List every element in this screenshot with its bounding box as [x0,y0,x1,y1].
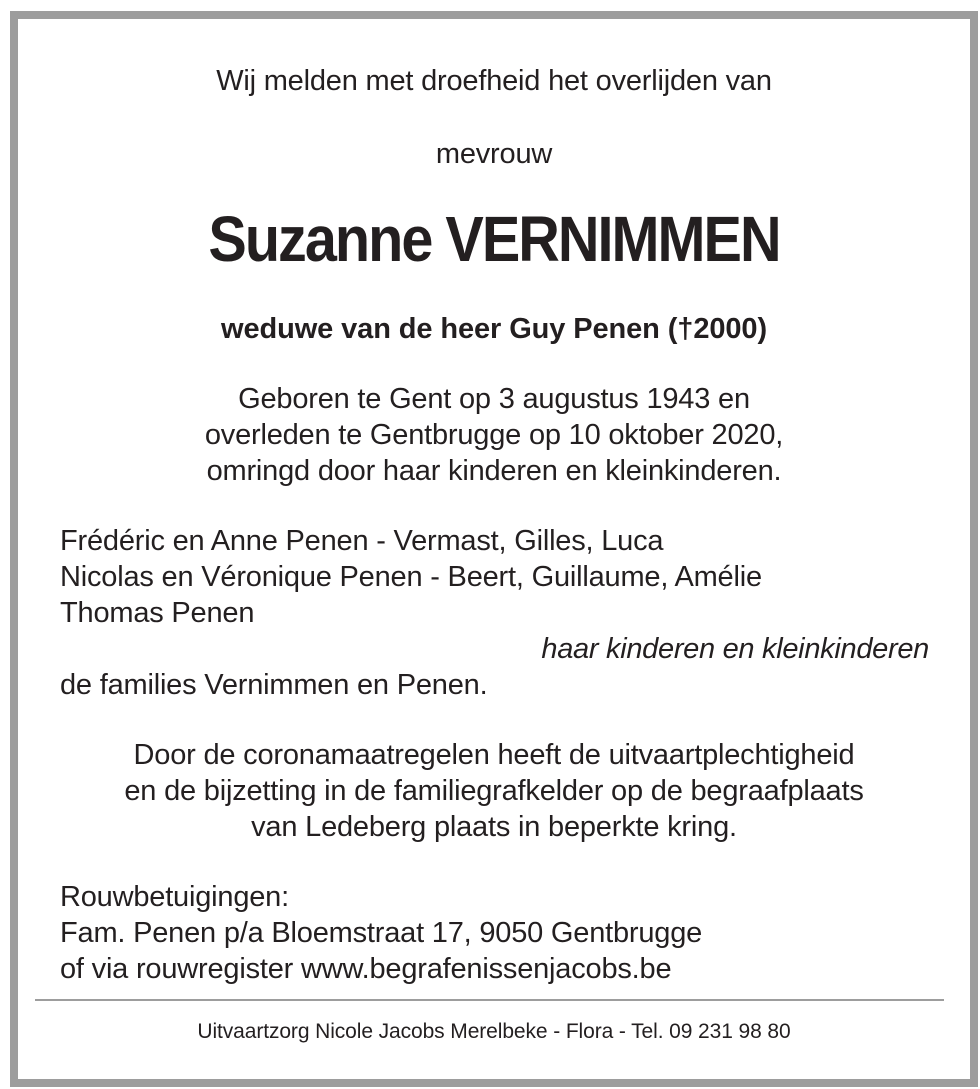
footer-divider [35,999,944,1001]
families-line: de families Vernimmen en Penen. [60,669,488,701]
ceremony-block [18,737,970,845]
family-member-line: Frédéric en Anne Penen - Vermast, Gilles, Luca [60,525,664,557]
death-line: overleden te Gentbrugge op 10 oktober 2020, [204,419,784,451]
ceremony-line: van Ledeberg plaats in beperkte kring. [251,811,737,843]
birth-line: Geboren te Gent op 3 augustus 1943 en [238,383,750,415]
deceased-name: Suzanne VERNIMMEN [208,203,780,275]
ceremony-line: en de bijzetting in de familiegrafkelder op de begraafplaats [124,775,864,807]
family-role-label: haar kinderen en kleinkinderen [541,633,929,665]
condolences-online: of via rouwregister www.begrafenissenjacobs.be [60,953,672,985]
funeral-home-footer: Uitvaartzorg Nicole Jacobs Merelbeke - Flora - Tel. 09 231 98 80 [197,1020,791,1043]
family-member-line: Nicolas en Véronique Penen - Beert, Guillaume, Amélie [60,561,762,593]
condolences-heading: Rouwbetuigingen: [60,881,289,913]
ceremony-line: Door de coronamaatregelen heeft de uitvaartplechtigheid [133,739,855,771]
widow-line: weduwe van de heer Guy Penen (†2000) [221,313,767,345]
death-notice-frame [10,11,978,1087]
intro-text: Wij melden met droefheid het overlijden van [216,65,772,97]
title-word: mevrouw [435,138,553,170]
family-member-line: Thomas Penen [60,597,255,629]
surrounded-line: omringd door haar kinderen en kleinkinderen. [206,455,782,487]
condolences-address: Fam. Penen p/a Bloemstraat 17, 9050 Gentbrugge [60,917,703,949]
birth-death-block [18,381,970,489]
